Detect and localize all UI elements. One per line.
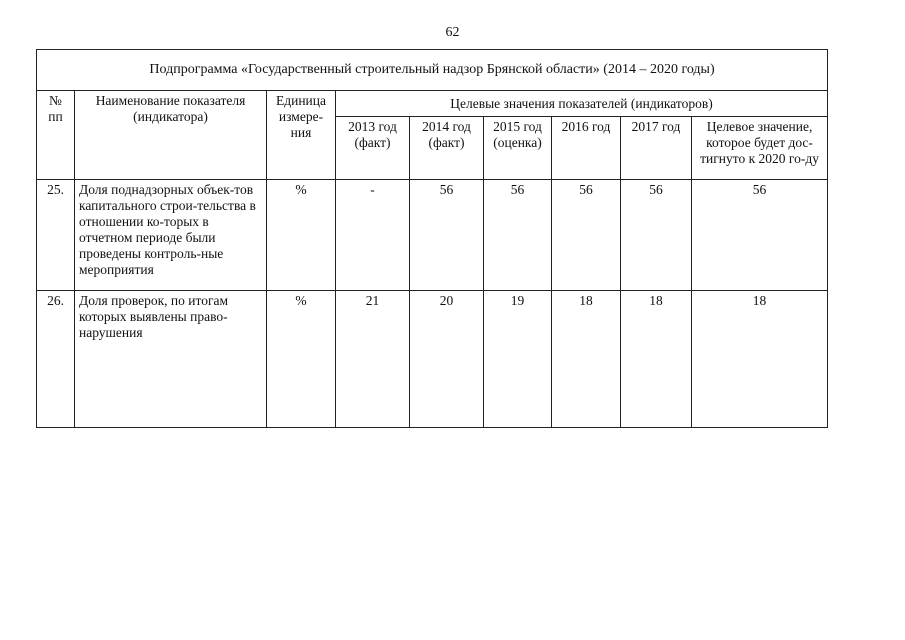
table-row [37,291,828,428]
header-year-2014: 2014 год (факт) [410,117,484,180]
value-cell: 18 [692,291,828,428]
value-cell: 56 [484,180,552,291]
value-cell: - [336,180,410,291]
value-cell: 56 [692,180,828,291]
indicators-table [36,49,828,428]
subprogram-title: Подпрограмма «Государственный строительный надзор Брянской области» (2014 – 2020 годы) [37,50,828,91]
row-number: 25. [37,180,75,291]
indicator-name: Доля поднадзорных объек-тов капитального строи-тельства в отношении ко-торых в отчетном периоде были проведены контроль-ные мероприятия [75,180,267,291]
unit-cell: % [267,291,336,428]
header-target-values: Целевые значения показателей (индикаторов) [336,91,828,117]
value-cell: 18 [621,291,692,428]
header-year-2016: 2016 год [552,117,621,180]
header-target-2020: Целевое значение, которое будет дос-тигнуто к 2020 го-ду [692,117,828,180]
value-cell: 18 [552,291,621,428]
value-cell: 56 [410,180,484,291]
value-cell: 56 [552,180,621,291]
value-cell: 20 [410,291,484,428]
row-number: 26. [37,291,75,428]
table-row [37,180,828,291]
header-year-2017: 2017 год [621,117,692,180]
header-number: № пп [37,91,75,180]
header-year-2015: 2015 год (оценка) [484,117,552,180]
header-year-2013: 2013 год (факт) [336,117,410,180]
value-cell: 21 [336,291,410,428]
value-cell: 19 [484,291,552,428]
header-unit: Единица измере-ния [267,91,336,180]
value-cell: 56 [621,180,692,291]
header-indicator-name: Наименование показателя (индикатора) [75,91,267,180]
page-number: 62 [445,25,460,40]
indicator-name: Доля проверок, по итогам которых выявлены право-нарушения [75,291,267,428]
unit-cell: % [267,180,336,291]
